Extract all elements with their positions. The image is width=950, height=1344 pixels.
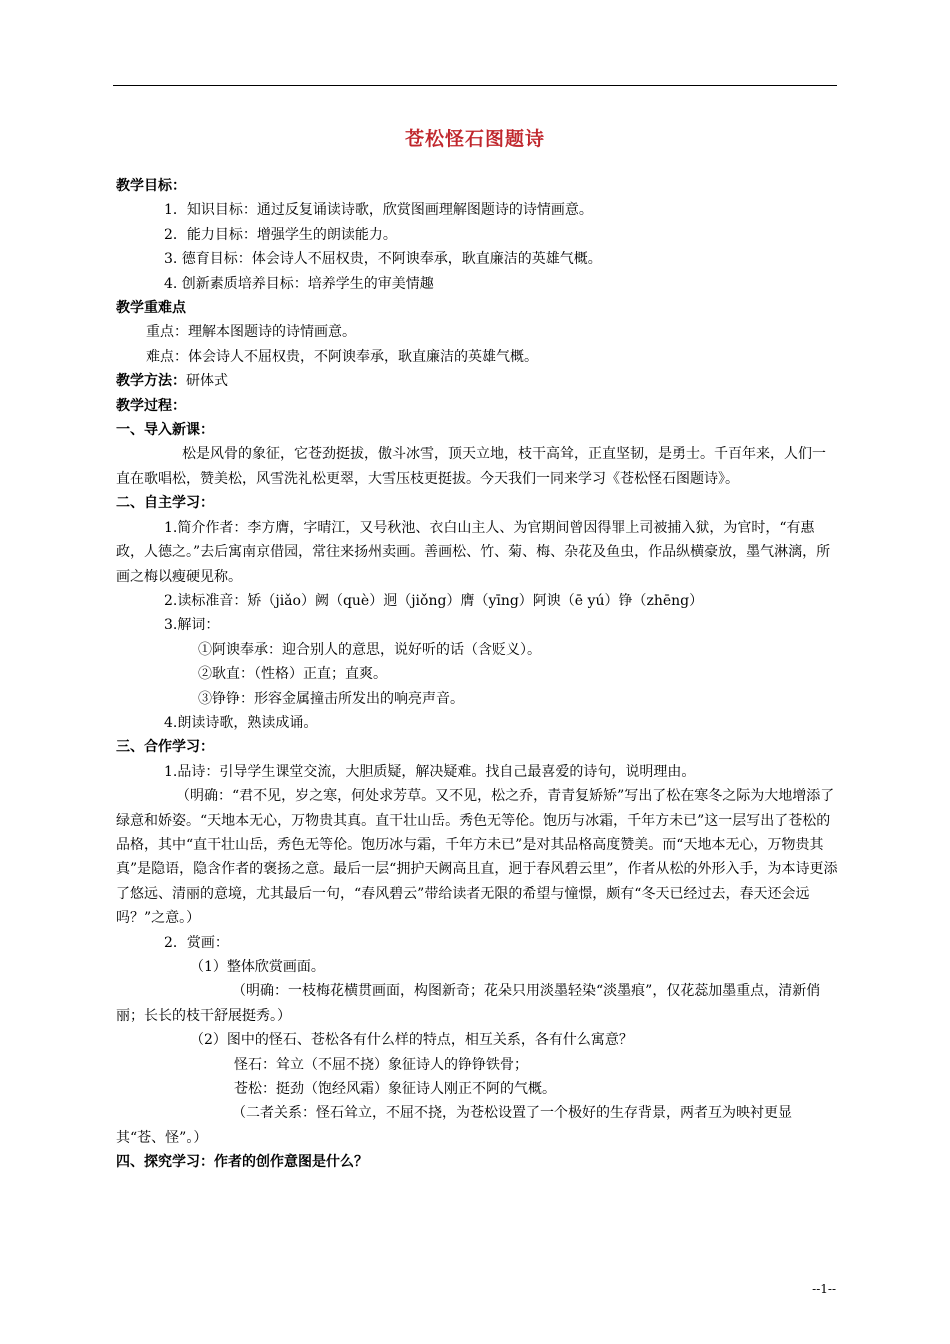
pine-line: 苍松：挺劲（饱经风霜）象征诗人刚正不阿的气概。 <box>234 1081 556 1098</box>
painting-task: 2．赏画： <box>164 934 229 951</box>
painting-sub-1-answer: （明确：一枝梅花横贯画面，构图新奇；花朵只用淡墨轻染“淡墨痕”，仅花蕊加墨重点，清新俏丽；长长的枝干舒展挺秀。） <box>116 983 821 1024</box>
painting-sub-1: （1）整体欣赏画面。 <box>190 959 325 975</box>
section-4-heading: 四、探究学习：作者的创作意图是什么？ <box>116 1154 368 1171</box>
page-number: --1-- <box>812 1282 836 1296</box>
recite-line: 4.朗读诗歌，熟读成诵。 <box>164 714 318 731</box>
process-heading: 教学过程： <box>116 397 186 414</box>
relation-paragraph: （二者关系：怪石耸立，不屈不挠，为苍松设置了一个极好的生存背景，两者互为映衬更显其“苍、怪”。） <box>116 1105 792 1146</box>
rock-line: 怪石：耸立（不屈不挠）象征诗人的铮铮铁骨； <box>234 1056 528 1073</box>
intro-paragraph: 松是风骨的象征，它苍劲挺拔，傲斗冰雪，顶天立地，枝干高耸，正直坚韧，是勇士。千百年来，人们一直在歌唱松，赞美松，风雪洗礼松更翠，大雪压枝更挺拔。今天我们一同来学习《苍松怪石图题诗》。 <box>116 446 826 487</box>
objectives-heading: 教学目标： <box>116 178 186 194</box>
vocab-item: ②耿直：（性格）正直；直爽。 <box>198 666 387 683</box>
method-line <box>116 369 838 393</box>
difficulty-heading: 教学重难点 <box>116 300 186 317</box>
section-2-heading: 二、自主学习： <box>116 495 214 512</box>
section-1-heading: 一、导入新课： <box>116 422 214 439</box>
header-rule <box>113 85 837 86</box>
objective-item: 3. 德育目标：体会诗人不屈权贵，不阿谀奉承，耿直廉洁的英雄气概。 <box>164 251 602 268</box>
document-title: 苍松怪石图题诗 <box>404 128 545 150</box>
vocab-heading: 3.解词： <box>164 617 220 634</box>
objective-item: 4. 创新素质培养目标：培养学生的审美情趣 <box>164 275 434 292</box>
pronunciation-line: 2.读标准音：矫（jiǎo）阙（què）迥（jiǒng）膺（yīng）阿谀（ē yú）铮（zhēng） <box>164 592 704 609</box>
author-paragraph: 1.简介作者：李方膺，字晴江，又号秋池、衣白山主人、为官期间曾因得罪上司被捕入狱，为官时，“有惠政，人德之。”去后寓南京借园，常往来扬州卖画。善画松、竹、菊、梅、杂花及鱼虫，作品纵横豪放，墨气淋漓，所画之梅以瘦硬见称。 <box>116 519 831 585</box>
vocab-item: ③铮铮：形容金属撞击所发出的响亮声音。 <box>198 690 464 707</box>
method-heading: 教学方法： <box>116 373 186 390</box>
difficult-point: 难点：体会诗人不屈权贵，不阿谀奉承，耿直廉洁的英雄气概。 <box>146 348 538 365</box>
document-body <box>116 174 838 1175</box>
vocab-item: ①阿谀奉承：迎合别人的意思，说好听的话（含贬义）。 <box>198 641 541 658</box>
poem-task: 1.品诗：引导学生课堂交流，大胆质疑，解决疑难。找自己最喜爱的诗句，说明理由。 <box>164 763 696 780</box>
poem-answer-paragraph: （明确：“君不见，岁之寒，何处求芳草。又不见，松之乔，青青复矫矫”写出了松在寒冬之际为大地增添了绿意和娇姿。“天地本无心，万物贵其真。直干壮山岳。秀色无等伦。饱历与冰霜，千年方未已”这一层写出了苍松的品格，其中“直干壮山岳，秀色无等伦。饱历冰与霜，千年方未已”是对其品格高度赞美。而“天地本无心，万物贵其真”是隐语，隐含作者的褒扬之意。最后一层“拥护天阙高且直，迥于春风碧云里”，作者从松的外形入手，为本诗更添了悠远、清丽的意境，尤其最后一句，“春风碧云”带给读者无限的希望与憧憬，颇有“冬天已经过去，春天还会远吗？”之意。） <box>116 788 838 927</box>
section-3-heading: 三、合作学习： <box>116 739 214 756</box>
painting-sub-2: （2）图中的怪石、苍松各有什么样的特点，相互关系，各有什么寓意？ <box>190 1032 633 1049</box>
key-point: 重点：理解本图题诗的诗情画意。 <box>146 324 356 341</box>
objective-item: 2．能力目标：增强学生的朗读能力。 <box>164 226 397 243</box>
method-value: 研体式 <box>186 373 228 390</box>
objective-item: 1．知识目标：通过反复诵读诗歌，欣赏图画理解图题诗的诗情画意。 <box>164 202 593 219</box>
